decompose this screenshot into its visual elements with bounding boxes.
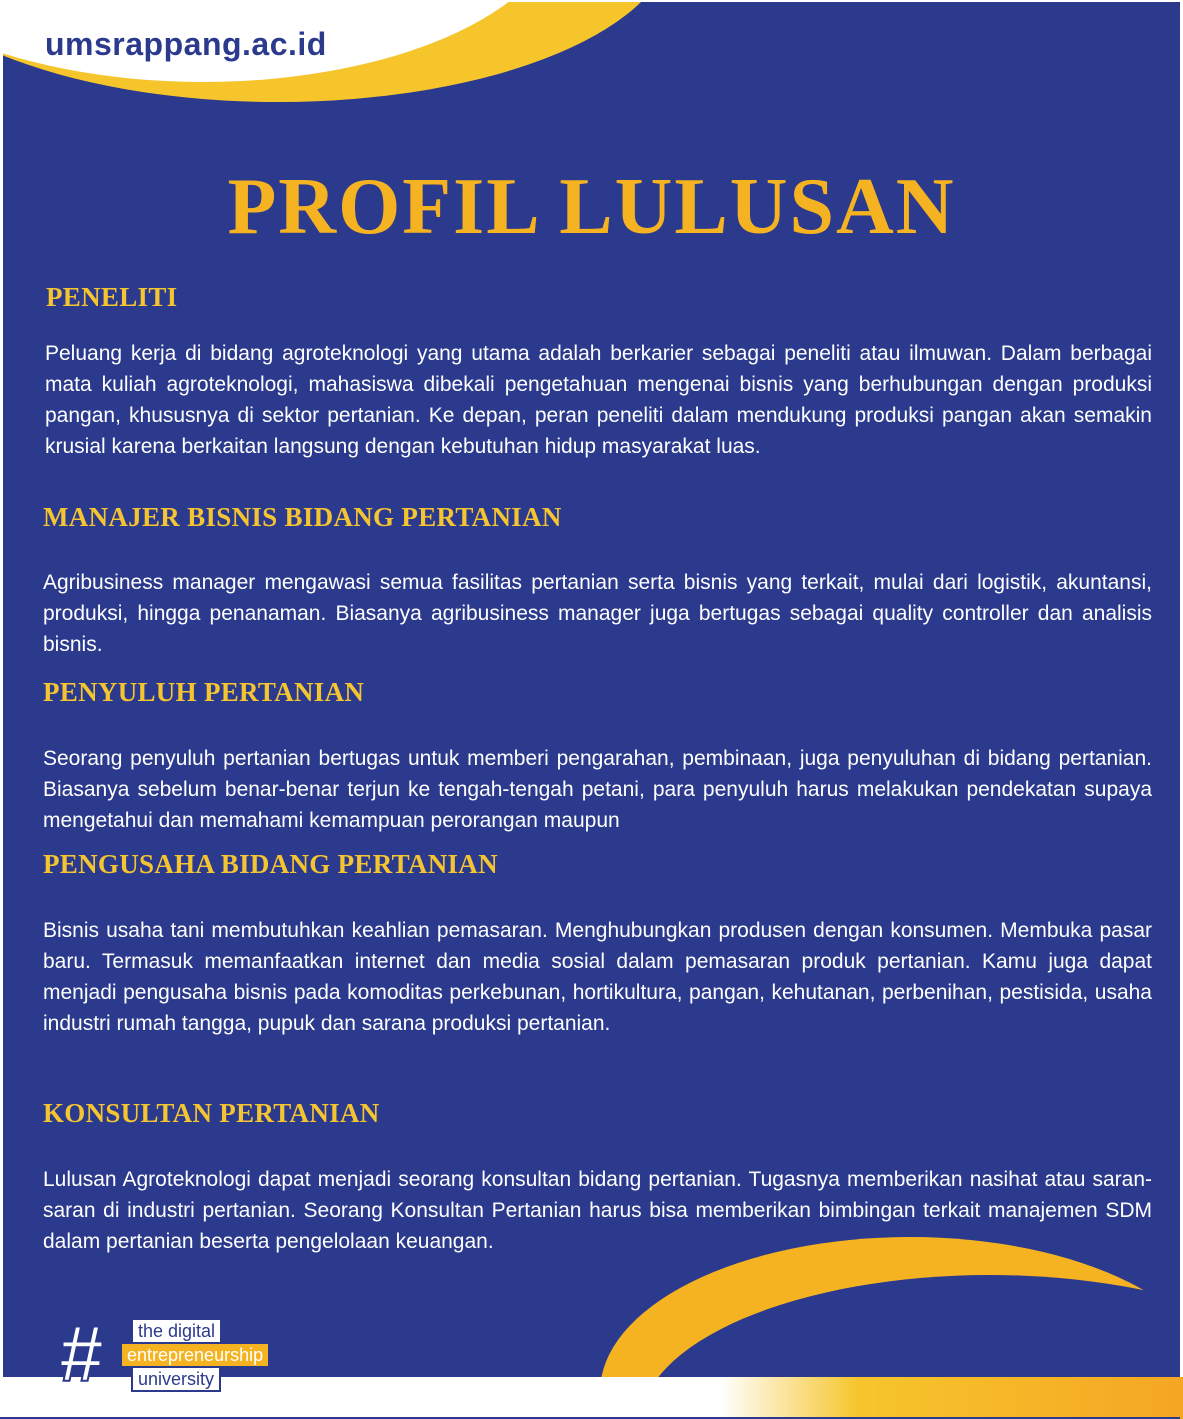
logo-line-2: entrepreneurship xyxy=(120,1342,270,1368)
digital-entrepreneurship-logo xyxy=(58,1309,318,1398)
section-heading: MANAJER BISNIS BIDANG PERTANIAN xyxy=(43,502,562,532)
bottom-right-yellow-curve xyxy=(600,1237,1180,1377)
bottom-curve-blue-fill xyxy=(640,1275,1180,1377)
section-heading: PENELITI xyxy=(46,282,178,312)
blue-panel xyxy=(3,2,1180,1377)
site-url: umsrappang.ac.id xyxy=(45,26,327,62)
logo-line-3: university xyxy=(131,1366,221,1392)
hashtag-icon: # xyxy=(58,1309,103,1398)
section-pengusaha xyxy=(43,849,1152,880)
section-body: Lulusan Agroteknologi dapat menjadi seorang konsultan bidang pertanian. Tugasnya memberikan nasihat atau saran-saran di industri pertanian. Seorang Konsultan Pertanian harus bisa memberikan bimbingan terkait manajemen SDM dalam pertanian beserta pengelolaan keuangan. xyxy=(43,1168,1152,1253)
section-body: Agribusiness manager mengawasi semua fasilitas pertanian serta bisnis yang terkait, mulai dari logistik, akuntansi, produksi, hingga penanaman. Biasanya agribusiness manager juga bertugas sebagai quality controller dan analisis bisnis. xyxy=(43,571,1152,656)
section-heading: PENYULUH PERTANIAN xyxy=(43,677,365,707)
section-manajer xyxy=(43,502,1152,533)
section-konsultan xyxy=(43,1098,1152,1129)
section-peneliti xyxy=(46,282,1152,313)
section-body: Seorang penyuluh pertanian bertugas untuk memberi pengarahan, pembinaan, juga penyuluhan di bidang pertanian. Biasanya sebelum benar-benar terjun ke tengah-tengah petani, para penyuluh harus melakukan pendekatan supaya mengetahui dan memahami kemampuan perorangan maupun xyxy=(43,747,1152,832)
section-heading: PENGUSAHA BIDANG PERTANIAN xyxy=(43,849,498,879)
section-penyuluh xyxy=(43,677,1152,708)
page-title: PROFIL LULUSAN xyxy=(227,163,956,251)
section-body: Bisnis usaha tani membutuhkan keahlian pemasaran. Menghubungkan produsen dengan konsumen. Membuka pasar baru. Termasuk memanfaatkan internet dan media sosial dalam pemasaran produk pertanian. Kamu juga dapat menjadi pengusaha bisnis pada komoditas perkebunan, hortikultura, pangan, kehutanan, perbenihan, pestisida, usaha industri rumah tangga, pupuk dan sarana produksi pertanian. xyxy=(43,919,1152,1035)
bottom-yellow-band xyxy=(720,1377,1183,1419)
section-heading: KONSULTAN PERTANIAN xyxy=(43,1098,380,1128)
logo-line-1: the digital xyxy=(131,1318,222,1344)
section-body: Peluang kerja di bidang agroteknologi yang utama adalah berkarier sebagai peneliti atau ilmuwan. Dalam berbagai mata kuliah agroteknologi, mahasiswa dibekali pengetahuan mengenai bisnis yang berhubungan dengan produksi pangan, khususnya di sektor pertanian. Ke depan, peran peneliti dalam mendukung produksi pangan akan semakin krusial karena berkaitan langsung dengan kebutuhan hidup masyarakat luas. xyxy=(45,342,1152,458)
